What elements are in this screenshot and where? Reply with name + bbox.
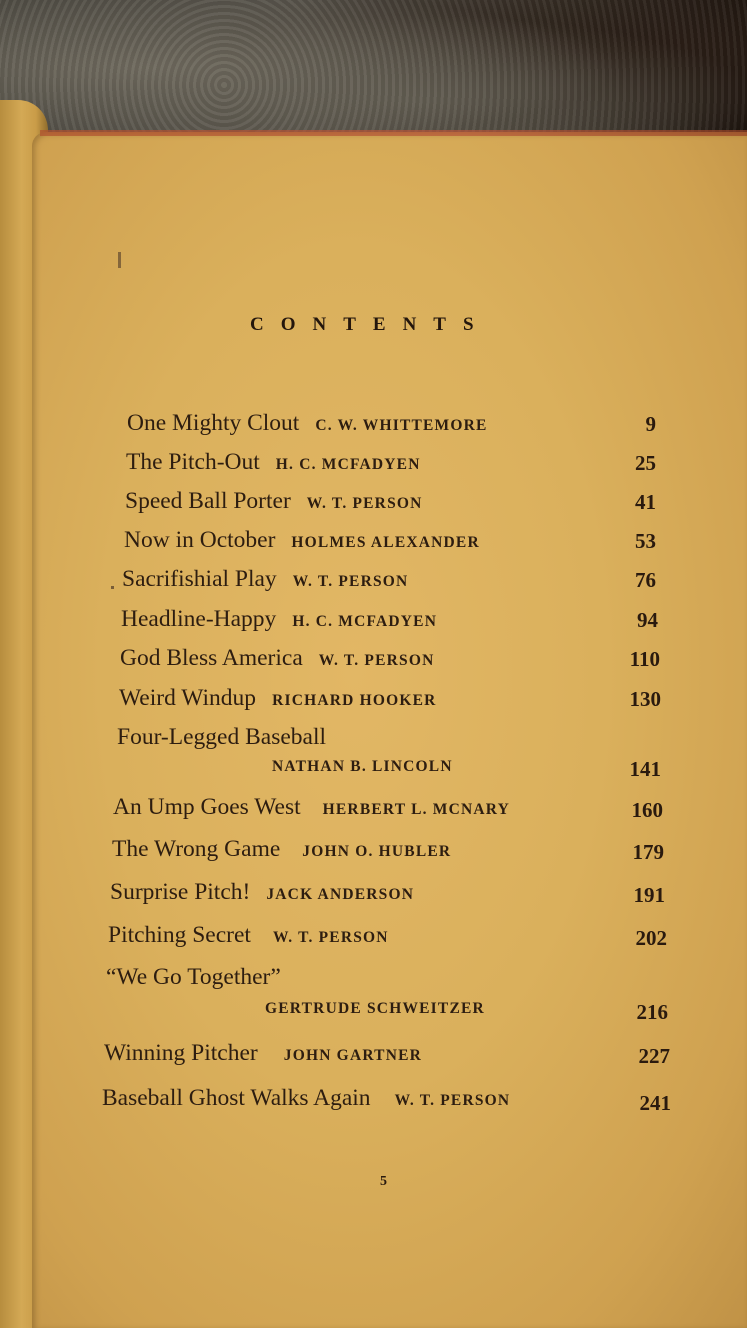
toc-entry-author-line (256, 758, 453, 776)
toc-entry (112, 836, 451, 863)
entry-page: 241 (639, 1091, 671, 1115)
entry-author: JACK ANDERSON (266, 886, 415, 903)
toc-entry (104, 1040, 422, 1067)
entry-page: 53 (635, 529, 656, 553)
entry-page: 191 (633, 883, 665, 907)
entry-page: 41 (635, 490, 656, 514)
toc-entry (126, 449, 421, 476)
toc-entry (124, 527, 480, 554)
entry-author: H. C. MCFADYEN (275, 456, 421, 473)
entry-title: One Mighty Clout (127, 410, 300, 436)
toc-entry (110, 879, 414, 906)
entry-title: The Pitch-Out (126, 449, 260, 475)
entry-author: GERTRUDE SCHWEITZER (265, 1000, 485, 1017)
entry-page: 76 (635, 568, 656, 592)
toc-entry (108, 922, 389, 949)
entry-title: Winning Pitcher (104, 1040, 258, 1066)
page-top-edge (40, 130, 747, 136)
ink-speck (118, 252, 121, 268)
toc-entry (122, 566, 408, 593)
entry-page: 160 (631, 798, 663, 822)
toc-entry-author-line (249, 1000, 485, 1018)
entry-page: 179 (632, 840, 664, 864)
entry-page: 216 (636, 1000, 668, 1024)
toc-entry (102, 1085, 510, 1112)
entry-title: Sacrifishial Play (122, 566, 277, 592)
entry-page: 25 (635, 451, 656, 475)
entry-author: W. T. PERSON (292, 573, 409, 590)
entry-author: W. T. PERSON (394, 1092, 511, 1109)
toc-entry (120, 645, 435, 672)
entry-author: HOLMES ALEXANDER (291, 534, 480, 551)
entry-title: Now in October (124, 527, 276, 553)
page-folio-number: 5 (380, 1174, 387, 1189)
entry-author: W. T. PERSON (272, 929, 389, 946)
entry-title: “We Go Together” (106, 964, 281, 990)
toc-entry (117, 724, 326, 751)
toc-entry (119, 685, 437, 712)
toc-entry (113, 794, 510, 821)
entry-page: 227 (638, 1044, 670, 1068)
entry-author: JOHN GARTNER (283, 1047, 423, 1064)
toc-entry (127, 410, 488, 437)
entry-title: Surprise Pitch! (110, 879, 251, 905)
entry-title: Four-Legged Baseball (117, 724, 327, 750)
entry-author: RICHARD HOOKER (272, 692, 437, 709)
entry-page: 94 (637, 608, 658, 632)
entry-author: NATHAN B. LINCOLN (272, 758, 453, 775)
entry-title: God Bless America (120, 645, 303, 671)
toc-entry (106, 964, 281, 991)
entry-author: C. W. WHITTEMORE (315, 417, 488, 434)
entry-page: 110 (629, 647, 660, 671)
entry-title: Baseball Ghost Walks Again (102, 1085, 371, 1111)
entry-page: 9 (645, 412, 656, 436)
entry-title: Weird Windup (119, 685, 257, 711)
entry-title: An Ump Goes West (113, 794, 301, 820)
entry-author: H. C. MCFADYEN (292, 613, 438, 630)
ink-speck (111, 586, 114, 589)
entry-title: Pitching Secret (108, 922, 251, 948)
entry-author: JOHN O. HUBLER (302, 843, 452, 860)
toc-entry (125, 488, 423, 515)
entry-page: 141 (629, 757, 661, 781)
entry-author: W. T. PERSON (318, 652, 435, 669)
entry-author: HERBERT L. MCNARY (322, 801, 511, 818)
entry-title: The Wrong Game (112, 836, 281, 862)
entry-page: 130 (629, 687, 661, 711)
entry-page: 202 (635, 926, 667, 950)
entry-title: Headline-Happy (121, 606, 277, 632)
entry-author: W. T. PERSON (306, 495, 423, 512)
toc-entry (121, 606, 437, 633)
entry-title: Speed Ball Porter (125, 488, 291, 514)
contents-heading: CONTENTS (250, 314, 491, 335)
